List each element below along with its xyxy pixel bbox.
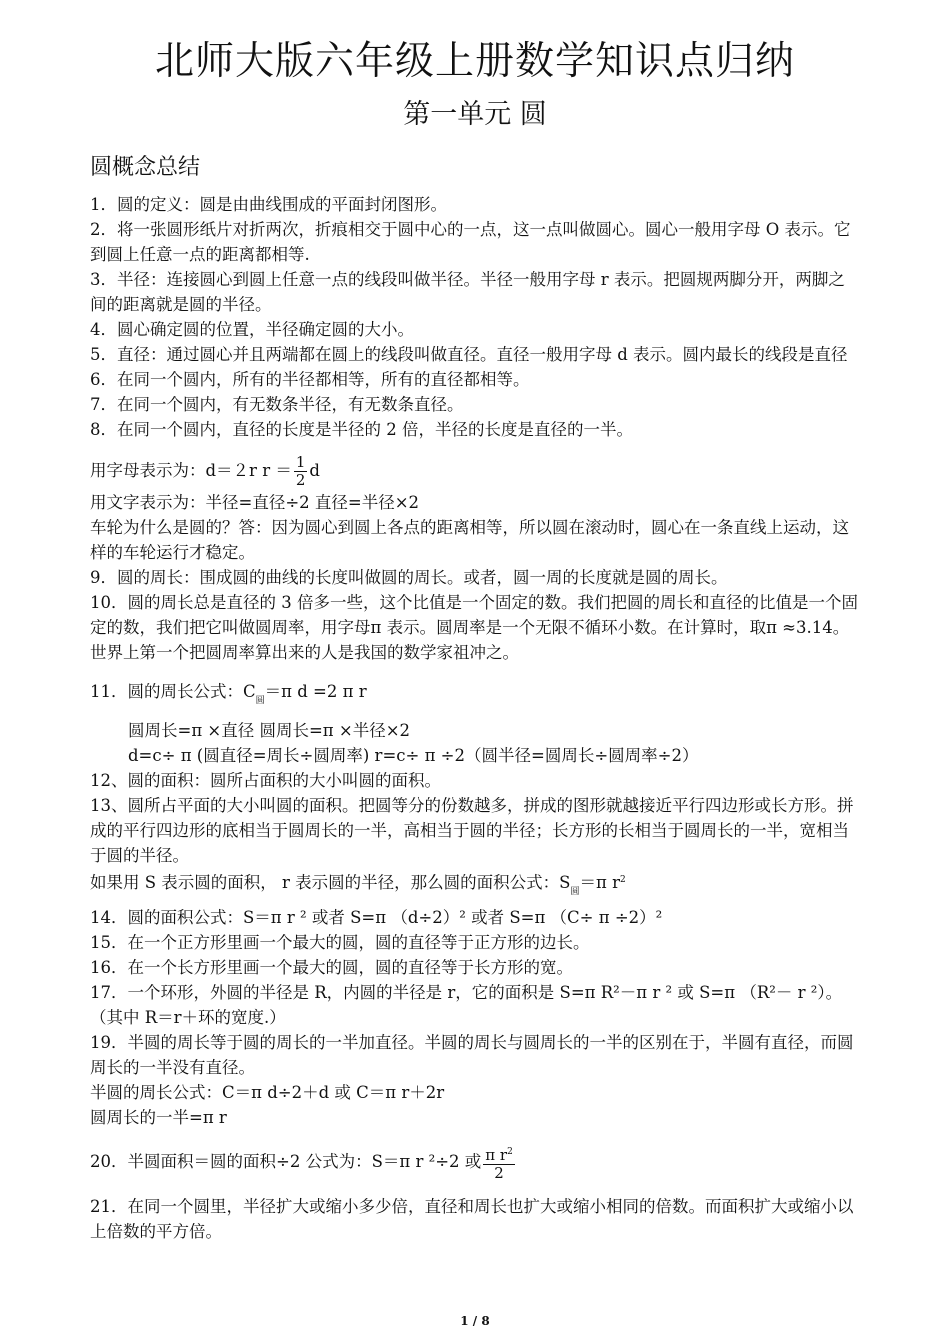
- area-formula-intro: [90, 868, 860, 905]
- item-13: 13、圆所占平面的大小叫圆的面积。把圆等分的份数越多，拼成的图形就越接近平行四边形或长方形。拼成的平行四边形的底相当于圆周长的一半，高相当于圆的半径；长方形的长相当于圆周长的一半，宽相当于圆的半径。: [90, 796, 854, 865]
- semicircle-perimeter-formula: 半圆的周长公式：C＝π d÷2＋d 或 C＝π r＋2r: [90, 1083, 445, 1102]
- section-heading: 圆概念总结: [90, 155, 201, 180]
- item-9: 9．圆的周长：围成圆的曲线的长度叫做圆的周长。或者，圆一周的长度就是圆的周长。: [90, 568, 728, 587]
- item-20: [90, 1140, 860, 1184]
- formula-letters-text: 用字母表示为：d＝２r r ＝: [90, 461, 292, 480]
- formula-letters: [90, 452, 860, 490]
- item-17: 17．一个环形，外圆的半径是 R，内圆的半径是 r，它的面积是 S=π R²－π r ² 或 S=π （R²－ r ²）。: [90, 983, 843, 1002]
- item-12: 12、圆的面积：圆所占面积的大小叫圆的面积。: [90, 771, 441, 790]
- item-11-c: C: [243, 682, 256, 701]
- fraction-denominator: 2: [295, 471, 306, 489]
- diameter-radius-formula: d=c÷ π (圆直径=周长÷圆周率) r=c÷ π ÷2（圆半径=圆周长÷圆周率÷2）: [128, 746, 699, 765]
- item-19: 19．半圆的周长等于圆的周长的一半加直径。半圆的周长与圆周长的一半的区别在于，半圆有直径，而圆周长的一半没有直径。: [90, 1033, 854, 1077]
- item-21: 21．在同一个圆里，半径扩大或缩小多少倍，直径和周长也扩大或缩小相同的倍数。而面积扩大或缩小以上倍数的平方倍。: [90, 1197, 854, 1241]
- area-intro-formula: ＝π r: [579, 873, 620, 892]
- numerator-sup: 2: [507, 1146, 513, 1157]
- fraction-denominator: 2: [494, 1163, 504, 1182]
- item-11-text: 11．圆的周长公式：: [90, 682, 243, 701]
- item-16: 16．在一个长方形里画一个最大的圆，圆的直径等于长方形的宽。: [90, 958, 573, 977]
- half-circumference: 圆周长的一半=π r: [90, 1108, 227, 1127]
- item-4: 4．圆心确定圆的位置，半径确定圆的大小。: [90, 320, 414, 339]
- item-1: 1．圆的定义：圆是由曲线围成的平面封闭图形。: [90, 195, 447, 214]
- item-11-formula: ＝π d =2 π r: [264, 682, 367, 701]
- item-15: 15．在一个正方形里画一个最大的圆，圆的直径等于正方形的边长。: [90, 933, 590, 952]
- page-number: 1 / 8: [460, 1314, 490, 1328]
- formula-words: 用文字表示为：半径=直径÷2 直径=半径×2: [90, 493, 420, 512]
- area-intro-sub: 圆: [570, 887, 580, 897]
- numerator-pi-r: π r: [485, 1145, 508, 1164]
- fraction-numerator: [483, 1144, 515, 1165]
- wheel-question: 车轮为什么是圆的？答：因为圆心到圆上各点的距离相等，所以圆在滚动时，圆心在一条直线上运动，这样的车轮运行才稳定。: [90, 518, 849, 562]
- item-11-sub: 圆: [255, 696, 265, 706]
- fraction-one-half: [294, 454, 308, 489]
- formula-letters-d: d: [309, 461, 320, 480]
- item-3: 3．半径：连接圆心到圆上任意一点的线段叫做半径。半径一般用字母 r 表示。把圆规两脚分开，两脚之间的距离就是圆的半径。: [90, 270, 845, 314]
- area-intro-text: 如果用 S 表示圆的面积， r 表示圆的半径，那么圆的面积公式：S: [90, 873, 571, 892]
- circumference-words: 圆周长=π ×直径 圆周长=π ×半径×2: [128, 721, 411, 740]
- item-5: 5．直径：通过圆心并且两端都在圆上的线段叫做直径。直径一般用字母 d 表示。圆内最长的线段是直径: [90, 345, 848, 364]
- item-7: 7．在同一个圆内，有无数条半径，有无数条直径。: [90, 395, 464, 414]
- fraction-numerator: 1: [295, 453, 306, 471]
- unit-heading: 第一单元 圆: [403, 99, 547, 130]
- area-intro-sup: 2: [619, 875, 626, 885]
- item-17-note: （其中 R＝r＋环的宽度.）: [90, 1008, 286, 1027]
- page-title: 北师大版六年级上册数学知识点归纳: [154, 39, 795, 84]
- item-20-text: 20．半圆面积＝圆的面积÷2 公式为：S＝π r ²÷2 或: [90, 1152, 482, 1171]
- fraction-pi-r2-over-2: [483, 1144, 515, 1182]
- content-body: [90, 192, 860, 1244]
- item-11: [90, 675, 860, 718]
- item-14: 14．圆的面积公式：S＝π r ² 或者 S=π （d÷2）² 或者 S=π （C÷ π ÷2）²: [90, 908, 663, 927]
- item-6: 6．在同一个圆内，所有的半径都相等，所有的直径都相等。: [90, 370, 530, 389]
- item-10: 10．圆的周长总是直径的 3 倍多一些，这个比值是一个固定的数。我们把圆的周长和直径的比值是一个固定的数，我们把它叫做圆周率，用字母π 表示。圆周率是一个无限不循环小数。在计算时，取π ≈3.14。世界上第一个把圆周率算出来的人是我国的数学家祖冲之。: [90, 593, 858, 662]
- item-2: 2．将一张圆形纸片对折两次，折痕相交于圆中心的一点，这一点叫做圆心。圆心一般用字母 O 表示。它到圆上任意一点的距离都相等.: [90, 220, 851, 264]
- item-8: 8．在同一个圆内，直径的长度是半径的 2 倍，半径的长度是直径的一半。: [90, 420, 633, 439]
